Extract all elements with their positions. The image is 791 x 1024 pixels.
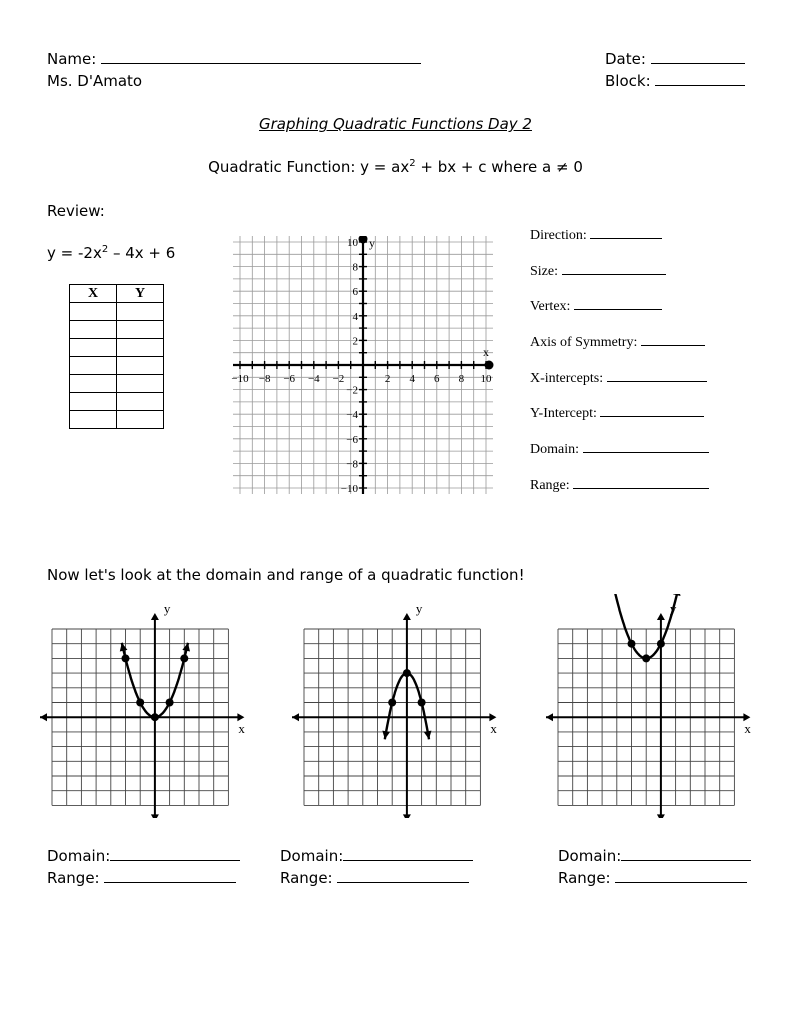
x-tick-label: 2 bbox=[384, 373, 391, 385]
table-cell[interactable] bbox=[117, 393, 164, 411]
name-label: Name: bbox=[47, 50, 97, 68]
table-header-y: Y bbox=[117, 285, 164, 303]
y-axis-arrow-up bbox=[657, 613, 665, 620]
answer-2-range bbox=[280, 869, 469, 887]
name-row bbox=[47, 50, 421, 68]
property-blank[interactable] bbox=[641, 345, 705, 346]
x-axis-label: x bbox=[744, 721, 751, 737]
definition-sup: 2 bbox=[409, 158, 416, 169]
property-label: X-intercepts: bbox=[530, 371, 604, 386]
domain-blank[interactable] bbox=[110, 860, 240, 861]
x-tick-label: −10 bbox=[231, 373, 249, 385]
y-axis-arrow-up bbox=[403, 613, 411, 620]
block-blank[interactable] bbox=[655, 85, 745, 86]
property-domain bbox=[530, 442, 709, 458]
name-blank[interactable] bbox=[101, 63, 421, 64]
y-axis-label: y bbox=[369, 236, 375, 250]
table-cell[interactable] bbox=[70, 375, 117, 393]
parabola-graph-3 bbox=[542, 594, 762, 818]
property-range bbox=[530, 478, 709, 494]
table-cell[interactable] bbox=[70, 411, 117, 429]
date-row bbox=[605, 50, 745, 68]
y-tick-label: −10 bbox=[340, 483, 358, 494]
range-label: Range: bbox=[280, 869, 333, 887]
x-tick-label: −8 bbox=[258, 373, 271, 385]
y-axis-arrow-up bbox=[151, 613, 159, 620]
x-axis-label: x bbox=[490, 721, 497, 737]
table-row bbox=[70, 321, 164, 339]
block-label: Block: bbox=[605, 72, 651, 90]
main-coordinate-grid[interactable] bbox=[218, 236, 508, 494]
answer-3-range bbox=[558, 869, 747, 887]
property-vertex bbox=[530, 299, 662, 315]
table-cell[interactable] bbox=[70, 321, 117, 339]
property-direction bbox=[530, 228, 662, 244]
property-blank[interactable] bbox=[590, 238, 662, 239]
table-row bbox=[70, 393, 164, 411]
domain-label: Domain: bbox=[558, 847, 622, 865]
parabola-graph-1 bbox=[36, 598, 256, 818]
parabola-point bbox=[642, 654, 650, 662]
parabola-graph-2 bbox=[288, 598, 508, 818]
y-axis-label: y bbox=[669, 601, 677, 616]
parabola-point bbox=[180, 654, 188, 662]
property-x-intercepts bbox=[530, 371, 707, 387]
x-axis-arrow-right bbox=[743, 713, 750, 721]
y-axis-label: y bbox=[163, 601, 171, 616]
equation-sup: 2 bbox=[101, 244, 109, 255]
table-cell[interactable] bbox=[117, 375, 164, 393]
property-label: Direction: bbox=[530, 228, 587, 243]
range-label: Range: bbox=[47, 869, 100, 887]
parabola-point bbox=[418, 699, 426, 707]
block-row bbox=[605, 72, 745, 90]
table-cell[interactable] bbox=[70, 303, 117, 321]
parabola-point bbox=[122, 654, 130, 662]
property-label: Size: bbox=[530, 264, 558, 279]
answer-3-domain bbox=[558, 847, 751, 865]
x-tick-label: −2 bbox=[332, 373, 345, 385]
table-row bbox=[70, 339, 164, 357]
x-axis-label: x bbox=[483, 345, 489, 359]
table-cell[interactable] bbox=[117, 321, 164, 339]
range-blank[interactable] bbox=[337, 882, 469, 883]
x-tick-label: −4 bbox=[307, 373, 320, 385]
x-axis-arrow-left bbox=[292, 713, 299, 721]
property-blank[interactable] bbox=[573, 488, 709, 489]
x-axis-arrow-left bbox=[40, 713, 47, 721]
equation-suffix: – 4x + 6 bbox=[108, 244, 176, 262]
y-tick-label: −2 bbox=[346, 384, 358, 397]
equation-prefix: y = -2x bbox=[47, 244, 102, 262]
property-blank[interactable] bbox=[607, 381, 707, 382]
y-axis-arrow-down bbox=[403, 814, 411, 818]
x-tick-label: −6 bbox=[283, 373, 296, 385]
parabola-point bbox=[628, 640, 636, 648]
property-blank[interactable] bbox=[562, 274, 666, 275]
y-axis-arrow-down bbox=[657, 814, 665, 818]
xy-table bbox=[69, 284, 164, 429]
domain-blank[interactable] bbox=[343, 860, 473, 861]
range-blank[interactable] bbox=[615, 882, 747, 883]
y-tick-label: 2 bbox=[352, 335, 358, 348]
x-tick-label: 6 bbox=[434, 373, 440, 385]
x-axis-arrow-right bbox=[237, 713, 244, 721]
table-cell[interactable] bbox=[117, 339, 164, 357]
parabola-point bbox=[388, 699, 396, 707]
range-label: Range: bbox=[558, 869, 611, 887]
parabola-point bbox=[136, 699, 144, 707]
y-tick-label: −6 bbox=[346, 433, 358, 446]
y-tick-label: 6 bbox=[352, 286, 358, 299]
property-blank[interactable] bbox=[600, 416, 704, 417]
x-tick-label: 4 bbox=[409, 373, 415, 385]
y-tick-label: −4 bbox=[346, 409, 358, 422]
teacher-name: Ms. D'Amato bbox=[47, 72, 143, 90]
parabola-point bbox=[403, 669, 411, 677]
table-header-x: X bbox=[70, 285, 117, 303]
table-row bbox=[70, 411, 164, 429]
x-tick-label: 8 bbox=[458, 373, 465, 385]
review-equation bbox=[47, 244, 175, 262]
table-cell[interactable] bbox=[117, 303, 164, 321]
table-row bbox=[70, 357, 164, 375]
date-label: Date: bbox=[605, 50, 646, 68]
y-axis-label: y bbox=[415, 601, 423, 616]
y-tick-label: 10 bbox=[347, 237, 358, 249]
x-axis-label: x bbox=[238, 721, 245, 737]
domain-blank[interactable] bbox=[621, 860, 751, 861]
range-blank[interactable] bbox=[104, 882, 236, 883]
x-axis-arrow-left bbox=[546, 713, 553, 721]
x-tick-label: 10 bbox=[480, 373, 492, 385]
domain-label: Domain: bbox=[280, 847, 344, 865]
section2-intro: Now let's look at the domain and range of a quadratic function! bbox=[47, 566, 525, 584]
page-title: Graphing Quadratic Functions Day 2 bbox=[259, 115, 532, 133]
table-cell[interactable] bbox=[70, 339, 117, 357]
table-row bbox=[70, 375, 164, 393]
y-tick-label: −8 bbox=[346, 458, 358, 471]
x-axis-arrow-right bbox=[489, 713, 496, 721]
property-label: Y-Intercept: bbox=[530, 406, 597, 421]
property-blank[interactable] bbox=[583, 452, 709, 453]
table-cell[interactable] bbox=[70, 393, 117, 411]
parabola-point bbox=[151, 713, 159, 721]
domain-label: Domain: bbox=[47, 847, 111, 865]
review-label: Review: bbox=[47, 202, 105, 220]
y-tick-label: 4 bbox=[352, 310, 358, 323]
table-cell[interactable] bbox=[117, 411, 164, 429]
property-axis-of-symmetry bbox=[530, 335, 705, 351]
parabola-point bbox=[657, 640, 665, 648]
date-blank[interactable] bbox=[651, 63, 745, 64]
answer-2-domain bbox=[280, 847, 473, 865]
table-cell[interactable] bbox=[117, 357, 164, 375]
property-y-intercept bbox=[530, 406, 704, 422]
definition-suffix: + bx + c where a ≠ 0 bbox=[415, 158, 583, 176]
answer-1-domain bbox=[47, 847, 240, 865]
property-label: Vertex: bbox=[530, 299, 571, 314]
quadratic-definition bbox=[0, 158, 791, 176]
property-label: Axis of Symmetry: bbox=[530, 335, 638, 350]
y-tick-label: 8 bbox=[352, 261, 358, 274]
table-cell[interactable] bbox=[70, 357, 117, 375]
table-row bbox=[70, 303, 164, 321]
parabola-point bbox=[166, 699, 174, 707]
property-label: Domain: bbox=[530, 442, 579, 457]
property-label: Range: bbox=[530, 478, 570, 493]
parabola-curve bbox=[612, 594, 678, 658]
property-size bbox=[530, 264, 666, 280]
definition-prefix: Quadratic Function: y = ax bbox=[208, 158, 410, 176]
y-axis-arrow-down bbox=[151, 814, 159, 818]
answer-1-range bbox=[47, 869, 236, 887]
property-blank[interactable] bbox=[574, 309, 662, 310]
